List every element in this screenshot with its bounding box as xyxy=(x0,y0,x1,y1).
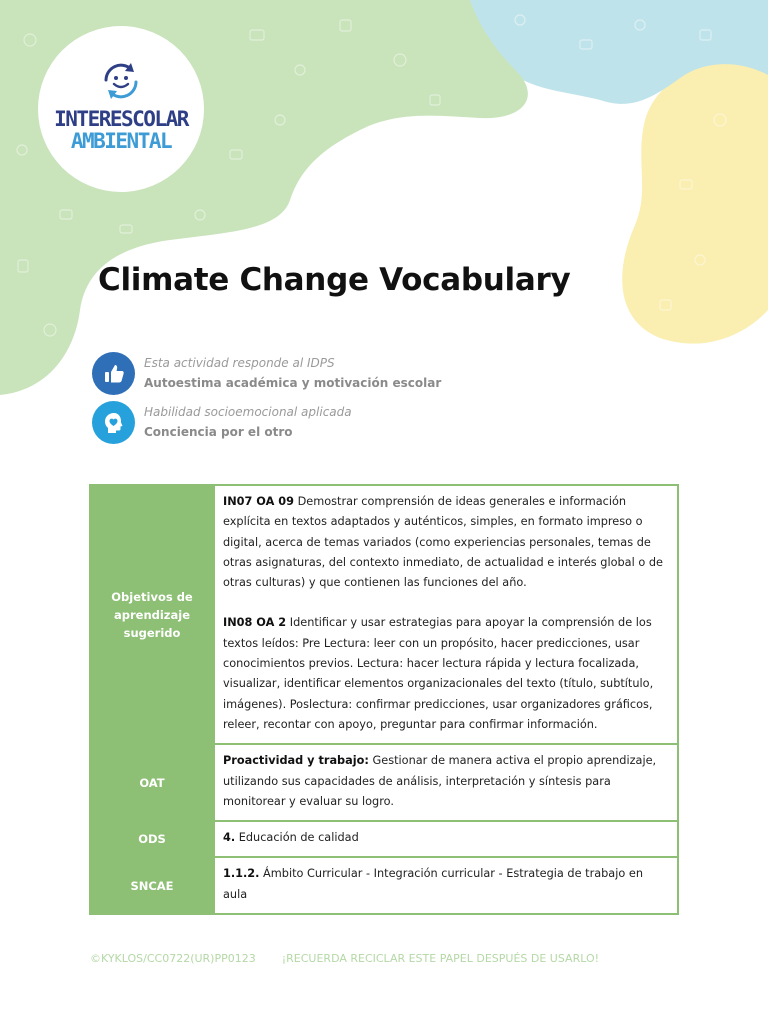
sncae-paragraph xyxy=(223,864,669,905)
objectives-table xyxy=(89,484,679,915)
ods-paragraph xyxy=(223,828,669,848)
footer-message: ¡RECUERDA RECICLAR ESTE PAPEL DESPUÉS DE USARLO! xyxy=(281,952,600,965)
table-row xyxy=(90,857,678,914)
oat-paragraph xyxy=(223,751,669,812)
footer-code: ©KYKLOS/CC0722(UR)PP0123 xyxy=(90,952,256,965)
socioemotional-info xyxy=(92,401,352,444)
sncae-code: 1.1.2. xyxy=(223,867,260,881)
skill-value: Conciencia por el otro xyxy=(144,425,293,439)
sncae-text: Ámbito Curricular - Integración curricular - Estrategia de trabajo en aula xyxy=(223,867,643,901)
idps-label: Esta actividad responde al IDPS xyxy=(144,356,335,370)
row-content-oat xyxy=(214,744,678,821)
oat-text: Gestionar de manera activa el propio aprendizaje, utilizando sus capacidades de análisis, interpretación y síntesis para monitorear y evaluar su logro. xyxy=(223,754,657,808)
footer xyxy=(90,952,599,965)
heart-head-icon xyxy=(92,401,135,444)
objective-text: Demostrar comprensión de ideas generales e información explícita en textos adaptados y auténticos, simples, en formato impreso o digital, acerca de temas variados (como experiencias personales, temas de otras asignaturas, del contexto inmediato, de actualidad e interés global o de otras culturas) y que contienen las funciones del año. xyxy=(223,495,663,590)
ods-code: 4. xyxy=(223,831,236,845)
row-header-oat: OAT xyxy=(90,744,214,821)
row-header-objetivos: Objetivos de aprendizaje sugerido xyxy=(90,485,214,744)
logo-text-interescolar: INTERESCOLAR xyxy=(54,107,188,131)
objective-code: IN07 OA 09 xyxy=(223,495,295,508)
oat-code: Proactividad y trabajo: xyxy=(223,754,369,768)
objective-paragraph xyxy=(223,613,669,735)
objective-paragraph xyxy=(223,492,669,593)
row-header-ods: ODS xyxy=(90,821,214,857)
row-header-sncae: SNCAE xyxy=(90,857,214,914)
smiley-recycle-icon xyxy=(98,58,144,104)
table-row xyxy=(90,485,678,744)
idps-value: Autoestima académica y motivación escolar xyxy=(144,376,442,390)
objective-text: Identificar y usar estrategias para apoyar la comprensión de los textos leídos: Pre Lectura: leer con un propósito, hacer predicciones, usar conocimientos previos. Lectura: hacer lectura rápida y lectura focalizada, visualizar, identificar elementos organizacionales del texto (título, subtítulo, imágenes). Poslectura: confirmar predicciones, usar organizadores gráficos, releer, recontar con apoyo, preguntar para confirmar información. xyxy=(223,616,654,731)
row-content-sncae xyxy=(214,857,678,914)
row-content-ods xyxy=(214,821,678,857)
objective-code: IN08 OA 2 xyxy=(223,616,287,630)
yellow-blob xyxy=(622,59,768,344)
logo xyxy=(38,26,204,192)
skill-label: Habilidad socioemocional aplicada xyxy=(144,405,352,419)
table-row xyxy=(90,821,678,857)
thumbs-up-icon xyxy=(92,352,135,395)
logo-text-ambiental: AMBIENTAL xyxy=(70,129,172,153)
idps-info xyxy=(92,352,441,395)
ods-text: Educación de calidad xyxy=(235,831,359,845)
table-row xyxy=(90,744,678,821)
row-content-objetivos xyxy=(214,485,678,744)
page-title: Climate Change Vocabulary xyxy=(98,262,571,298)
